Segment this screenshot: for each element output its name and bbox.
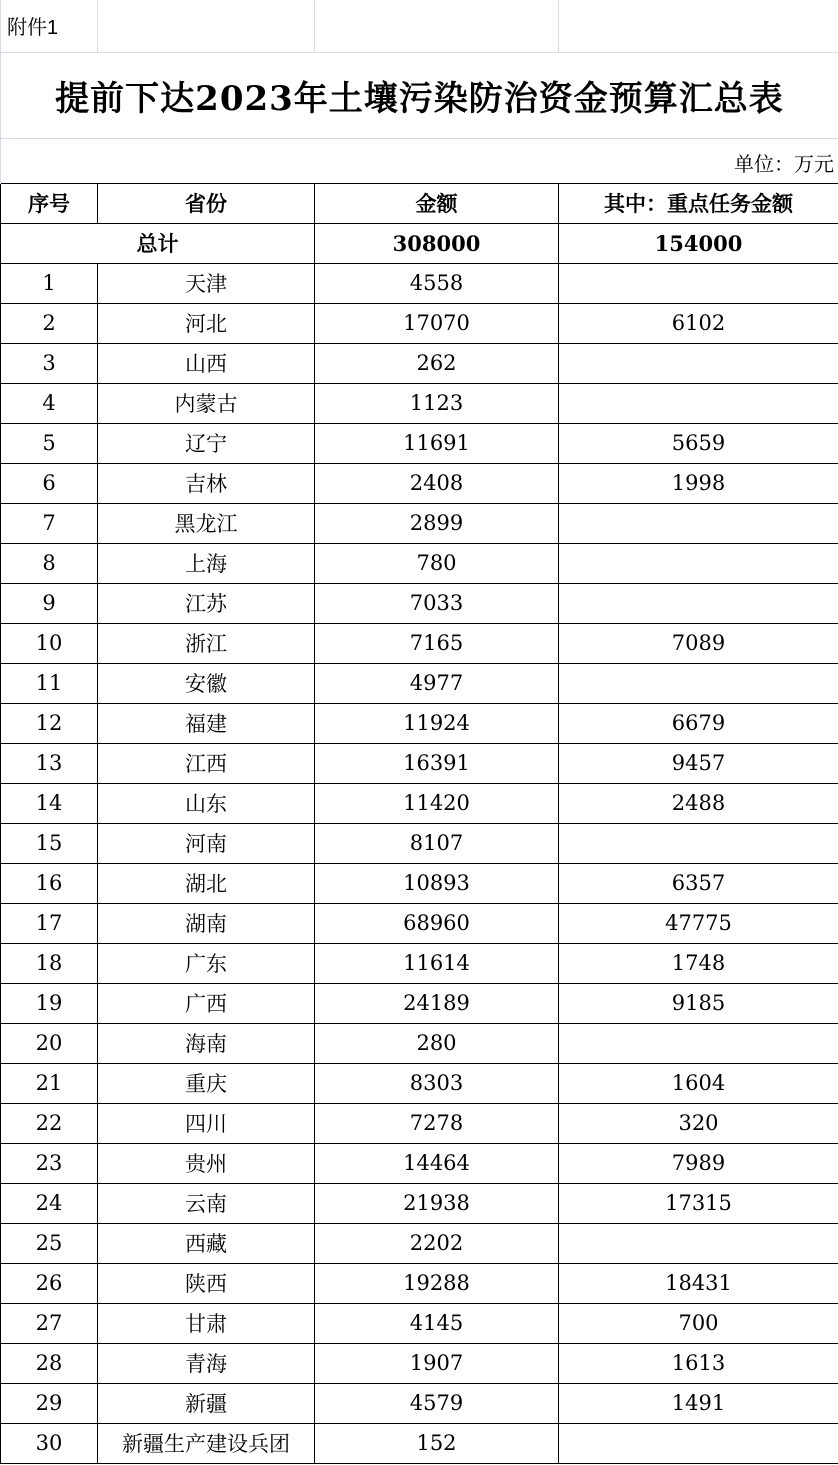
table-row <box>1 863 838 903</box>
table-row <box>1 1303 838 1343</box>
row-amount-cell: 2899 <box>315 503 559 543</box>
row-province-cell: 重庆 <box>98 1063 315 1103</box>
row-index-cell: 26 <box>1 1263 98 1303</box>
row-amount-cell: 8303 <box>315 1063 559 1103</box>
row-index-cell: 25 <box>1 1223 98 1263</box>
row-amount-cell: 14464 <box>315 1143 559 1183</box>
table-row <box>1 423 838 463</box>
row-index-cell: 3 <box>1 343 98 383</box>
table-row <box>1 783 838 823</box>
row-index-cell: 27 <box>1 1303 98 1343</box>
row-index-cell: 18 <box>1 943 98 983</box>
row-index-cell: 14 <box>1 783 98 823</box>
total-amount: 308000 <box>315 223 559 263</box>
annex-row <box>1 0 838 52</box>
row-key-task-amount-cell: 1613 <box>559 1343 838 1383</box>
row-amount-cell: 4579 <box>315 1383 559 1423</box>
row-index-cell: 12 <box>1 703 98 743</box>
annex-label: 附件1 <box>1 0 98 52</box>
row-province-cell: 新疆 <box>98 1383 315 1423</box>
row-amount-cell: 1123 <box>315 383 559 423</box>
row-index-cell: 21 <box>1 1063 98 1103</box>
row-key-task-amount-cell: 7989 <box>559 1143 838 1183</box>
row-key-task-amount-cell <box>559 383 838 423</box>
table-row <box>1 1103 838 1143</box>
table-row <box>1 383 838 423</box>
row-amount-cell: 2408 <box>315 463 559 503</box>
unit-row <box>1 138 838 183</box>
row-key-task-amount-cell <box>559 823 838 863</box>
row-key-task-amount-cell: 7089 <box>559 623 838 663</box>
row-key-task-amount-cell <box>559 583 838 623</box>
row-index-cell: 30 <box>1 1423 98 1463</box>
row-amount-cell: 16391 <box>315 743 559 783</box>
row-province-cell: 江西 <box>98 743 315 783</box>
table-row <box>1 1143 838 1183</box>
row-index-cell: 29 <box>1 1383 98 1423</box>
table-body <box>1 183 838 1463</box>
table-title: 提前下达2023年土壤污染防治资金预算汇总表 <box>1 52 838 138</box>
row-key-task-amount-cell: 320 <box>559 1103 838 1143</box>
row-province-cell: 青海 <box>98 1343 315 1383</box>
row-amount-cell: 11614 <box>315 943 559 983</box>
row-province-cell: 天津 <box>98 263 315 303</box>
row-index-cell: 9 <box>1 583 98 623</box>
row-key-task-amount-cell: 700 <box>559 1303 838 1343</box>
row-province-cell: 湖北 <box>98 863 315 903</box>
row-key-task-amount-cell: 1998 <box>559 463 838 503</box>
row-key-task-amount-cell <box>559 503 838 543</box>
row-key-task-amount-cell: 6679 <box>559 703 838 743</box>
row-province-cell: 内蒙古 <box>98 383 315 423</box>
row-key-task-amount-cell: 9185 <box>559 983 838 1023</box>
row-index-cell: 10 <box>1 623 98 663</box>
row-key-task-amount-cell: 6102 <box>559 303 838 343</box>
row-index-cell: 2 <box>1 303 98 343</box>
row-amount-cell: 19288 <box>315 1263 559 1303</box>
empty-cell <box>315 0 559 52</box>
row-province-cell: 安徽 <box>98 663 315 703</box>
row-province-cell: 河南 <box>98 823 315 863</box>
table-row <box>1 263 838 303</box>
row-index-cell: 4 <box>1 383 98 423</box>
table-row <box>1 343 838 383</box>
table-row <box>1 703 838 743</box>
row-key-task-amount-cell: 47775 <box>559 903 838 943</box>
table-row <box>1 303 838 343</box>
row-index-cell: 15 <box>1 823 98 863</box>
table-row <box>1 583 838 623</box>
row-index-cell: 13 <box>1 743 98 783</box>
row-key-task-amount-cell: 1491 <box>559 1383 838 1423</box>
row-amount-cell: 4977 <box>315 663 559 703</box>
row-index-cell: 6 <box>1 463 98 503</box>
row-amount-cell: 262 <box>315 343 559 383</box>
row-index-cell: 1 <box>1 263 98 303</box>
row-key-task-amount-cell <box>559 663 838 703</box>
row-amount-cell: 780 <box>315 543 559 583</box>
row-province-cell: 广东 <box>98 943 315 983</box>
row-province-cell: 湖南 <box>98 903 315 943</box>
row-amount-cell: 7278 <box>315 1103 559 1143</box>
title-row <box>1 52 838 138</box>
row-index-cell: 24 <box>1 1183 98 1223</box>
row-key-task-amount-cell <box>559 1423 838 1463</box>
row-amount-cell: 11924 <box>315 703 559 743</box>
row-index-cell: 23 <box>1 1143 98 1183</box>
row-key-task-amount-cell: 2488 <box>559 783 838 823</box>
row-key-task-amount-cell <box>559 1023 838 1063</box>
header-amount: 金额 <box>315 183 559 223</box>
row-index-cell: 16 <box>1 863 98 903</box>
row-amount-cell: 7033 <box>315 583 559 623</box>
row-province-cell: 新疆生产建设兵团 <box>98 1423 315 1463</box>
row-key-task-amount-cell <box>559 263 838 303</box>
row-index-cell: 20 <box>1 1023 98 1063</box>
row-index-cell: 19 <box>1 983 98 1023</box>
row-index-cell: 5 <box>1 423 98 463</box>
table-row <box>1 823 838 863</box>
row-amount-cell: 4145 <box>315 1303 559 1343</box>
table-row <box>1 543 838 583</box>
row-province-cell: 贵州 <box>98 1143 315 1183</box>
row-index-cell: 28 <box>1 1343 98 1383</box>
table-row <box>1 1063 838 1103</box>
row-province-cell: 福建 <box>98 703 315 743</box>
table-row <box>1 903 838 943</box>
row-key-task-amount-cell: 9457 <box>559 743 838 783</box>
row-amount-cell: 7165 <box>315 623 559 663</box>
row-province-cell: 四川 <box>98 1103 315 1143</box>
table-row <box>1 463 838 503</box>
table-row <box>1 503 838 543</box>
table-row <box>1 623 838 663</box>
header-province: 省份 <box>98 183 315 223</box>
row-key-task-amount-cell: 1604 <box>559 1063 838 1103</box>
row-province-cell: 山东 <box>98 783 315 823</box>
table-row <box>1 983 838 1023</box>
row-key-task-amount-cell <box>559 1223 838 1263</box>
row-province-cell: 河北 <box>98 303 315 343</box>
row-index-cell: 22 <box>1 1103 98 1143</box>
row-index-cell: 11 <box>1 663 98 703</box>
row-province-cell: 山西 <box>98 343 315 383</box>
total-label: 总计 <box>1 223 315 263</box>
row-key-task-amount-cell <box>559 343 838 383</box>
table-row <box>1 1183 838 1223</box>
row-province-cell: 辽宁 <box>98 423 315 463</box>
row-province-cell: 黑龙江 <box>98 503 315 543</box>
empty-cell <box>98 0 315 52</box>
row-amount-cell: 21938 <box>315 1183 559 1223</box>
header-row <box>1 183 838 223</box>
table-row <box>1 1383 838 1423</box>
row-key-task-amount-cell: 17315 <box>559 1183 838 1223</box>
table-row <box>1 1343 838 1383</box>
table-row <box>1 1223 838 1263</box>
row-index-cell: 8 <box>1 543 98 583</box>
row-province-cell: 陕西 <box>98 1263 315 1303</box>
row-province-cell: 上海 <box>98 543 315 583</box>
row-amount-cell: 17070 <box>315 303 559 343</box>
row-amount-cell: 11420 <box>315 783 559 823</box>
row-amount-cell: 152 <box>315 1423 559 1463</box>
row-province-cell: 浙江 <box>98 623 315 663</box>
row-amount-cell: 68960 <box>315 903 559 943</box>
row-amount-cell: 1907 <box>315 1343 559 1383</box>
row-province-cell: 西藏 <box>98 1223 315 1263</box>
row-key-task-amount-cell: 18431 <box>559 1263 838 1303</box>
table-row <box>1 1423 838 1463</box>
row-amount-cell: 280 <box>315 1023 559 1063</box>
row-amount-cell: 10893 <box>315 863 559 903</box>
row-amount-cell: 4558 <box>315 263 559 303</box>
table-row <box>1 663 838 703</box>
row-key-task-amount-cell: 5659 <box>559 423 838 463</box>
total-key-task-amount: 154000 <box>559 223 838 263</box>
header-key-task-amount: 其中：重点任务金额 <box>559 183 838 223</box>
row-key-task-amount-cell: 1748 <box>559 943 838 983</box>
row-key-task-amount-cell: 6357 <box>559 863 838 903</box>
row-index-cell: 17 <box>1 903 98 943</box>
total-row <box>1 223 838 263</box>
table-row <box>1 943 838 983</box>
empty-cell <box>559 0 838 52</box>
table-row <box>1 1023 838 1063</box>
row-province-cell: 吉林 <box>98 463 315 503</box>
row-key-task-amount-cell <box>559 543 838 583</box>
unit-label: 单位：万元 <box>1 138 838 183</box>
row-province-cell: 广西 <box>98 983 315 1023</box>
row-index-cell: 7 <box>1 503 98 543</box>
row-amount-cell: 8107 <box>315 823 559 863</box>
row-province-cell: 江苏 <box>98 583 315 623</box>
table-row <box>1 743 838 783</box>
table-row <box>1 1263 838 1303</box>
row-amount-cell: 11691 <box>315 423 559 463</box>
row-province-cell: 云南 <box>98 1183 315 1223</box>
row-province-cell: 海南 <box>98 1023 315 1063</box>
row-amount-cell: 24189 <box>315 983 559 1023</box>
header-index: 序号 <box>1 183 98 223</box>
row-amount-cell: 2202 <box>315 1223 559 1263</box>
row-province-cell: 甘肃 <box>98 1303 315 1343</box>
